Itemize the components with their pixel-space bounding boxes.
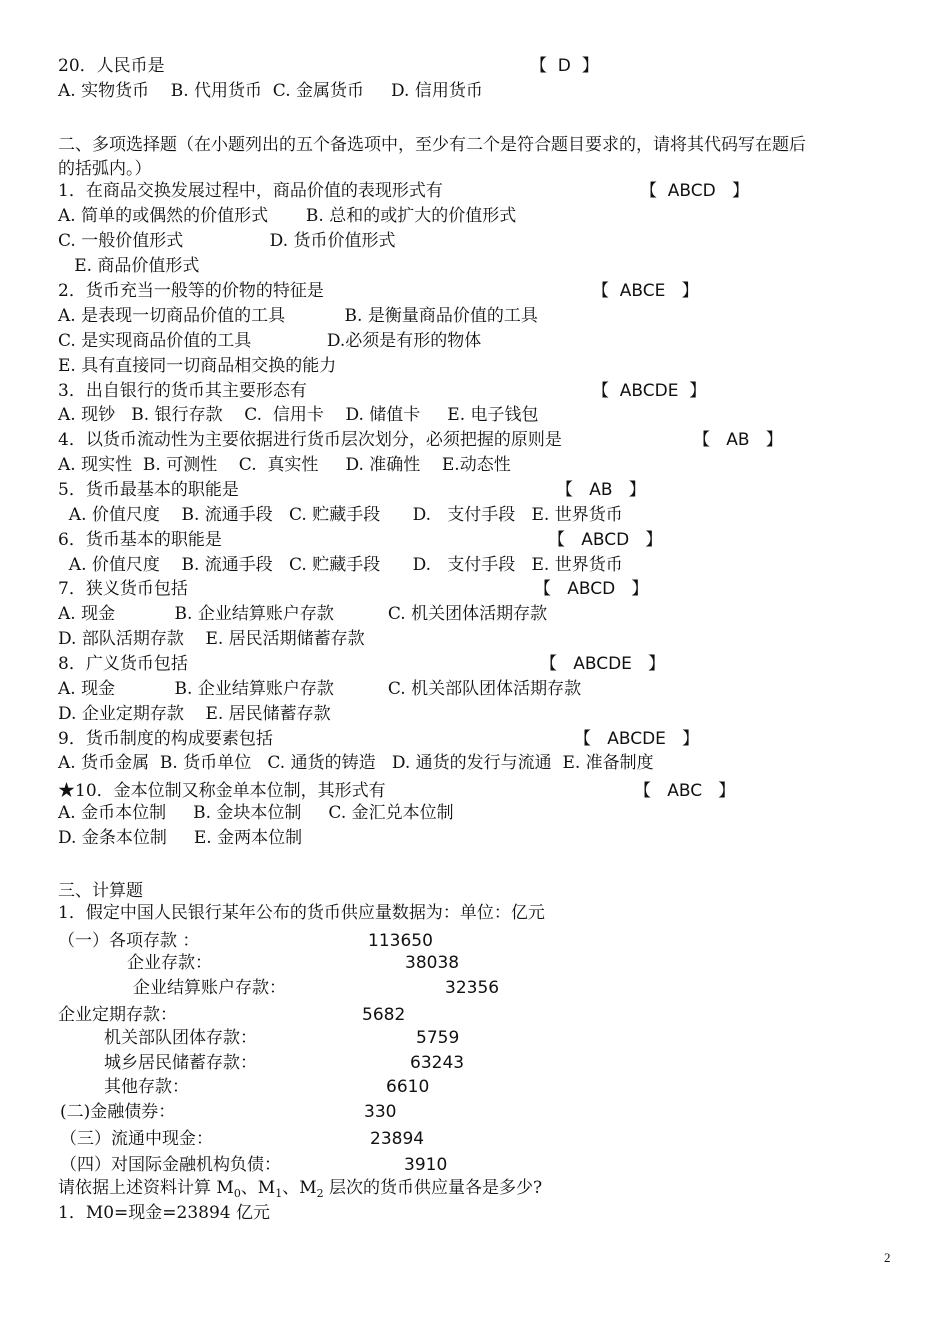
mc-q5-options: A. 价值尺度 B. 流通手段 C. 贮藏手段 D. 支付手段 E. 世界货币 [58, 505, 623, 525]
mc-q6-stem: 6．货币基本的职能是 [58, 530, 222, 550]
mc-q10-options: D. 金条本位制 E. 金两本位制 [58, 828, 303, 848]
data-row-value: 63243 [410, 1053, 465, 1073]
mc-q6-answer: 【 ABCD 】 [548, 530, 663, 550]
data-row-label: 企业存款： [127, 953, 212, 973]
data-row-value: 113650 [368, 931, 433, 951]
mc-q2-options: C. 是实现商品价值的工具 D.必须是有形的物体 [58, 331, 482, 351]
mc-q1-options: E. 商品价值形式 [58, 256, 200, 276]
mc-q1-stem: 1．在商品交换发展过程中，商品价值的表现形式有 [58, 181, 443, 201]
data-row-value: 32356 [445, 978, 500, 998]
calc-q1-question: 请依据上述资料计算 $M_0$、$M_1$、$M_2$ 层次的货币供应量各是多少? [58, 1178, 543, 1200]
mc-q1-answer: 【 ABCD 】 [640, 181, 749, 201]
data-row-label: (二)金融债券： [60, 1102, 176, 1122]
data-row-label: （三）流通中现金： [60, 1129, 213, 1149]
mc-q10-stem: ★10．金本位制又称金单本位制，其形式有 [58, 781, 386, 801]
data-row-value: 5682 [362, 1005, 406, 1025]
mc-q3-options: A. 现钞 B. 银行存款 C. 信用卡 D. 储值卡 E. 电子钱包 [58, 405, 539, 425]
mc-q8-answer: 【 ABCDE 】 [540, 654, 666, 674]
section2-heading-line2: 的括弧内。） [58, 159, 152, 179]
mc-q5-answer: 【 AB 】 [556, 480, 646, 500]
mc-q9-stem: 9．货币制度的构成要素包括 [58, 729, 273, 749]
mc-q2-answer: 【 ABCE 】 [592, 281, 699, 301]
data-row-label: （一）各项存款 ： [58, 931, 200, 951]
q20-stem: 20．人民币是 [58, 56, 165, 76]
data-row-value: 6610 [386, 1077, 430, 1097]
data-row-value: 23894 [370, 1129, 425, 1149]
mc-q8-options: A. 现金 B. 企业结算账户存款 C. 机关部队团体活期存款 [58, 679, 582, 699]
mc-q7-options: A. 现金 B. 企业结算账户存款 C. 机关团体活期存款 [58, 604, 548, 624]
data-row-label: 企业定期存款： [58, 1005, 177, 1025]
data-row-value: 38038 [405, 953, 460, 973]
data-row-value: 330 [364, 1102, 397, 1122]
data-row-value: 5759 [416, 1028, 460, 1048]
section3-heading: 三、计算题 [58, 881, 143, 901]
mc-q4-answer: 【 AB 】 [693, 430, 783, 450]
data-row-label: 城乡居民储蓄存款： [104, 1053, 257, 1073]
mc-q2-stem: 2．货币充当一般等的价物的特征是 [58, 281, 324, 301]
mc-q8-options: D. 企业定期存款 E. 居民储蓄存款 [58, 704, 331, 724]
data-row-value: 3910 [404, 1155, 448, 1175]
mc-q7-options: D. 部队活期存款 E. 居民活期储蓄存款 [58, 629, 365, 649]
q20-answer: 【 D 】 [530, 56, 599, 76]
mc-q7-answer: 【 ABCD 】 [534, 579, 649, 599]
mc-q9-options: A. 货币金属 B. 货币单位 C. 通货的铸造 D. 通货的发行与流通 E. 准备制度 [58, 753, 654, 773]
mc-q1-options: C. 一般价值形式 D. 货币价值形式 [58, 231, 396, 251]
mc-q5-stem: 5．货币最基本的职能是 [58, 480, 239, 500]
data-row-label: （四）对国际金融机构负债： [60, 1155, 281, 1175]
mc-q2-options: E. 具有直接同一切商品相交换的能力 [58, 356, 337, 376]
q20-options: A. 实物货币 B. 代用货币 C. 金属货币 D. 信用货币 [58, 81, 483, 101]
mc-q6-options: A. 价值尺度 B. 流通手段 C. 贮藏手段 D. 支付手段 E. 世界货币 [58, 555, 623, 575]
calc-q1-answer: 1．M0=现金=23894 亿元 [58, 1203, 271, 1223]
data-row-label: 企业结算账户存款： [133, 978, 286, 998]
calc-q1-intro: 1．假定中国人民银行某年公布的货币供应量数据为：单位：亿元 [58, 903, 545, 923]
mc-q3-stem: 3．出自银行的货币其主要形态有 [58, 381, 307, 401]
page-number: 2 [884, 1250, 891, 1265]
mc-q4-options: A. 现实性 B. 可测性 C. 真实性 D. 准确性 E.动态性 [58, 455, 511, 475]
mc-q10-options: A. 金币本位制 B. 金块本位制 C. 金汇兑本位制 [58, 803, 454, 823]
section2-heading-line1: 二、多项选择题（在小题列出的五个备选项中，至少有二个是符合题目要求的，请将其代码写在题后 [58, 135, 806, 155]
mc-q4-stem: 4．以货币流动性为主要依据进行货币层次划分，必须把握的原则是 [58, 430, 562, 450]
mc-q2-options: A. 是表现一切商品价值的工具 B. 是衡量商品价值的工具 [58, 306, 538, 326]
mc-q3-answer: 【 ABCDE 】 [592, 381, 707, 401]
mc-q8-stem: 8．广义货币包括 [58, 654, 188, 674]
data-row-label: 机关部队团体存款： [104, 1028, 257, 1048]
data-row-label: 其他存款： [104, 1077, 189, 1097]
mc-q7-stem: 7．狭义货币包括 [58, 579, 188, 599]
mc-q10-answer: 【 ABC 】 [634, 781, 736, 801]
mc-q9-answer: 【 ABCDE 】 [574, 729, 700, 749]
mc-q1-options: A. 简单的或偶然的价值形式 B. 总和的或扩大的价值形式 [58, 206, 517, 226]
